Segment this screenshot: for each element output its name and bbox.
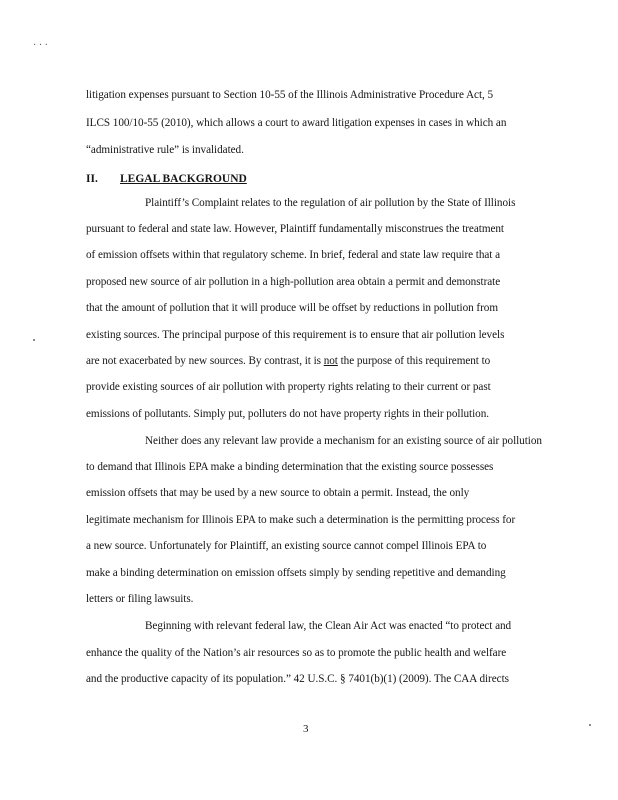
section-number: II. <box>86 173 98 185</box>
scan-speck <box>589 724 591 726</box>
text-line: to demand that Illinois EPA make a binding determination that the existing source possesses <box>86 461 494 473</box>
text-line: emissions of pollutants. Simply put, polluters do not have property rights in their pollution. <box>86 408 489 420</box>
text-line: enhance the quality of the Nation’s air resources so as to promote the public health and welfare <box>86 647 507 659</box>
text-line: a new source. Unfortunately for Plaintiff, an existing source cannot compel Illinois EPA to <box>86 540 487 552</box>
scan-speck <box>33 339 35 341</box>
text-line: Plaintiff’s Complaint relates to the regulation of air pollution by the State of Illinois <box>145 197 516 209</box>
text-line: Neither does any relevant law provide a mechanism for an existing source of air pollution <box>145 435 542 447</box>
text-line: emission offsets that may be used by a new source to obtain a permit. Instead, the only <box>86 487 470 499</box>
underlined-word: not <box>323 355 338 367</box>
text-line: “administrative rule” is invalidated. <box>86 144 244 156</box>
text-line: Beginning with relevant federal law, the Clean Air Act was enacted “to protect and <box>145 620 512 632</box>
text-line: provide existing sources of air pollution with property rights relating to their current or past <box>86 381 491 393</box>
text-line: proposed new source of air pollution in a high-pollution area obtain a permit and demonstrate <box>86 276 501 288</box>
text-line: and the productive capacity of its population.” 42 U.S.C. § 7401(b)(1) (2009). The CAA directs <box>86 673 509 685</box>
section-heading: LEGAL BACKGROUND <box>120 173 247 185</box>
text-line: pursuant to federal and state law. However, Plaintiff fundamentally misconstrues the treatment <box>86 223 504 235</box>
text-line: of emission offsets within that regulatory scheme. In brief, federal and state law require that a <box>86 249 501 261</box>
text-line: ILCS 100/10-55 (2010), which allows a court to award litigation expenses in cases in which an <box>86 117 507 129</box>
text-line: make a binding determination on emission offsets simply by sending repetitive and demanding <box>86 567 506 579</box>
text-line: legitimate mechanism for Illinois EPA to make such a determination is the permitting process for <box>86 514 516 526</box>
text-line: that the amount of pollution that it will produce will be offset by reductions in pollution from <box>86 302 498 314</box>
page-number: 3 <box>303 723 309 735</box>
text-line: letters or filing lawsuits. <box>86 593 194 605</box>
text-line: litigation expenses pursuant to Section 10-55 of the Illinois Administrative Procedure Act, 5 <box>86 89 494 101</box>
text-line <box>86 354 490 368</box>
text-line: existing sources. The principal purpose of this requirement is to ensure that air pollution levels <box>86 329 505 341</box>
text-segment: the purpose of this requirement to <box>337 355 491 367</box>
text-segment: are not exacerbated by new sources. By contrast, it is <box>86 355 324 367</box>
scan-artifact-marks: · · · <box>33 40 48 51</box>
